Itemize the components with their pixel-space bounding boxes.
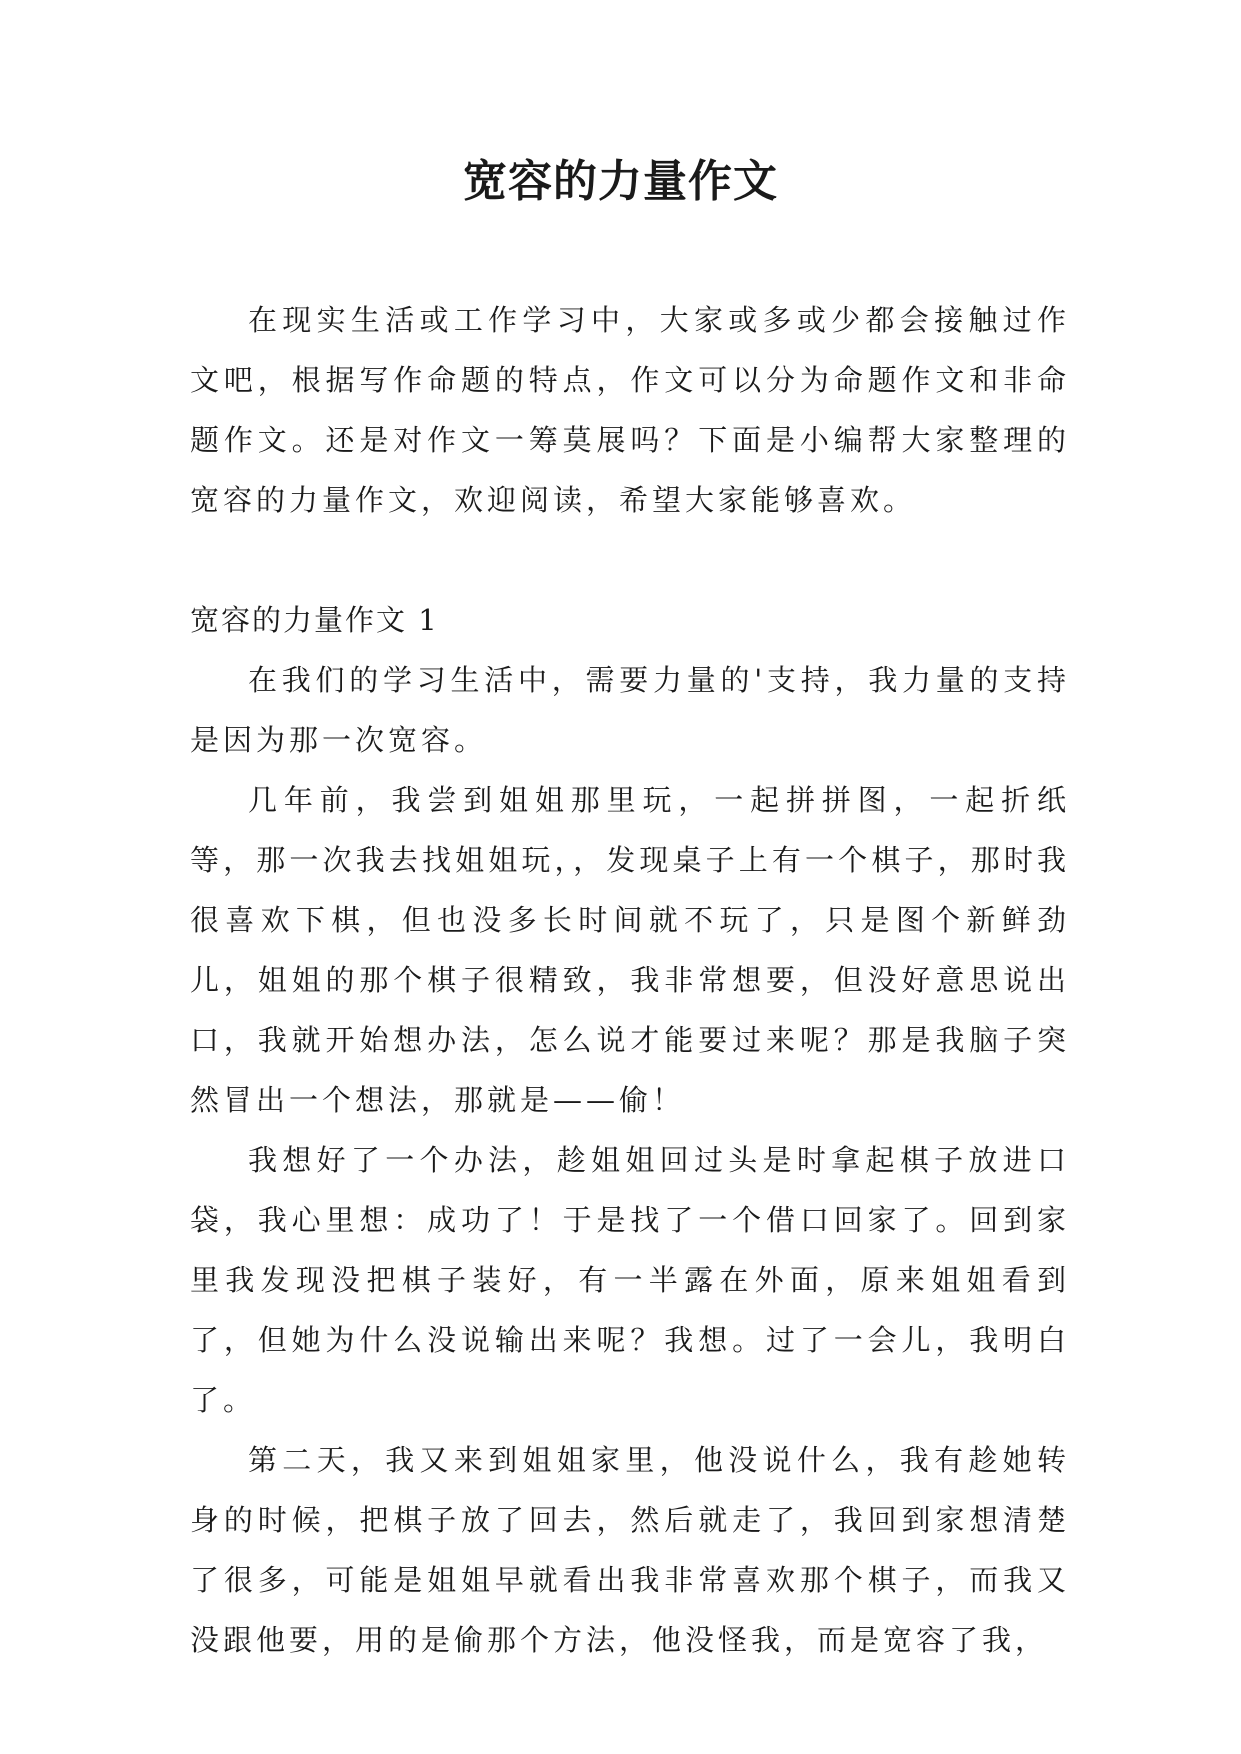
section-title: 宽容的力量作文 1 <box>190 603 439 637</box>
document-body <box>190 290 1070 1670</box>
body-paragraph: 我想好了一个办法，趁姐姐回过头是时拿起棋子放进口袋，我心里想：成功了！于是找了一个借口回家了。回到家里我发现没把棋子装好，有一半露在外面，原来姐姐看到了，但她为什么没说输出来呢？我想。过了一会儿，我明白了。 <box>190 1143 1070 1417</box>
body-paragraph: 几年前，我尝到姐姐那里玩，一起拼拼图，一起折纸等，那一次我去找姐姐玩，，发现桌子上有一个棋子，那时我很喜欢下棋，但也没多长时间就不玩了，只是图个新鲜劲儿，姐姐的那个棋子很精致，我非常想要，但没好意思说出口，我就开始想办法，怎么说才能要过来呢？那是我脑子突然冒出一个想法，那就是——偷！ <box>190 783 1070 1117</box>
body-paragraph: 在我们的学习生活中，需要力量的'支持，我力量的支持是因为那一次宽容。 <box>190 663 1070 757</box>
intro-paragraph: 在现实生活或工作学习中，大家或多或少都会接触过作文吧，根据写作命题的特点，作文可以分为命题作文和非命题作文。还是对作文一筹莫展吗？下面是小编帮大家整理的宽容的力量作文，欢迎阅读，希望大家能够喜欢。 <box>190 303 1070 517</box>
document-title: 宽容的力量作文 <box>463 156 778 207</box>
body-paragraph: 第二天，我又来到姐姐家里，他没说什么，我有趁她转身的时候，把棋子放了回去，然后就走了，我回到家想清楚了很多，可能是姐姐早就看出我非常喜欢那个棋子，而我又没跟他要，用的是偷那个方法，他没怪我，而是宽容了我， <box>190 1443 1070 1657</box>
